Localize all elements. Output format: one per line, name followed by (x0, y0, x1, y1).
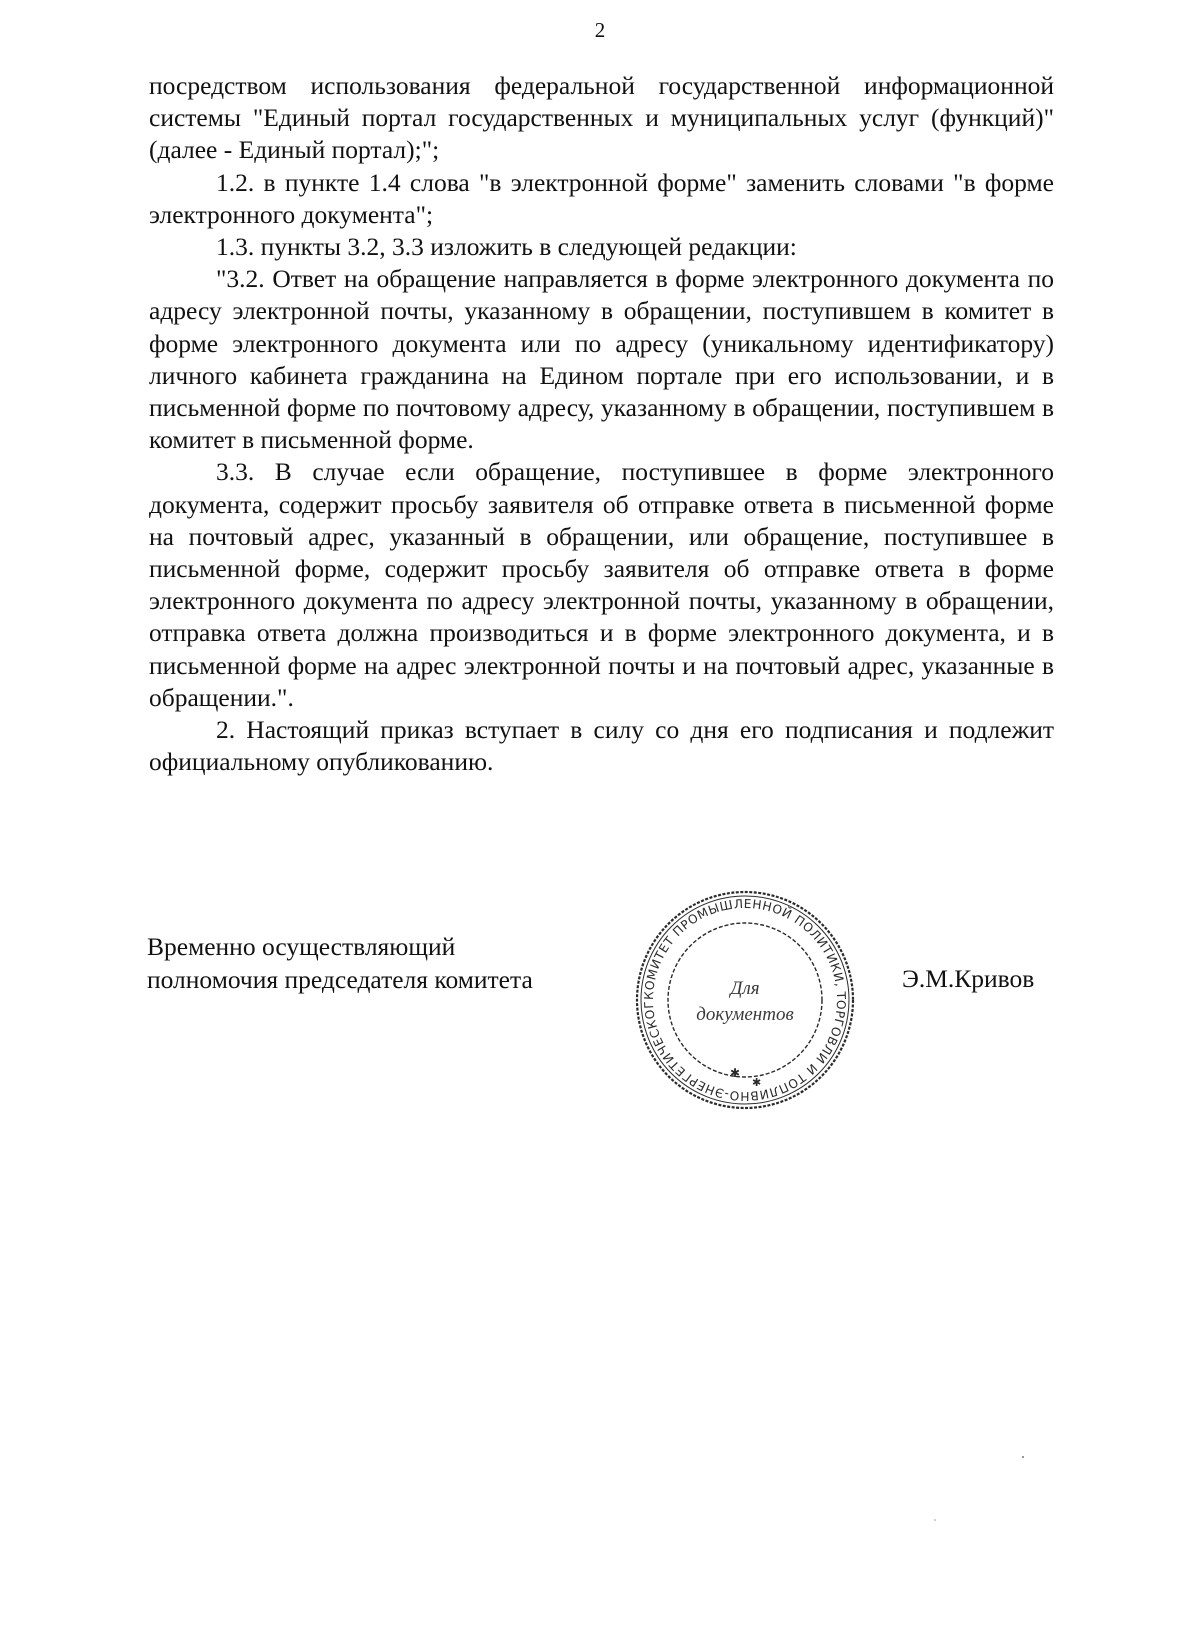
stamp-rings (637, 892, 853, 1108)
paragraph-1-2: 1.2. в пункте 1.4 слова "в электронной форме" заменить словами "в форме электронного документа"; (149, 167, 1054, 229)
paragraph-3-3: 3.3. В случае если обращение, поступившее в форме электронного документа, содержит просьбу заявителя об отправке ответа в письменной форме на почтовый адрес, указанный в обращении, или обращение, поступившее в письменной форме, содержит просьбу заявителя об отправке ответа в форме электронного документа по адресу электронной почты, указанному в обращении, отправка ответа должна производиться и в форме электронного документа, и в письменной форме на адрес электронной почты и на почтовый адрес, указанные в обращении.". (149, 457, 1054, 712)
signer-name: Э.М.Кривов (902, 964, 1035, 993)
paragraph-3-2: "3.2. Ответ на обращение направляется в форме электронного документа по адресу электронной почты, указанному в обращении, поступившем в комитет в форме электронного документа или по адресу (уникальному идентификатору) личного кабинета гражданина на Едином портале при его использовании, и в письменной форме по почтовому адресу, указанному в обращении, поступившем в комитет в письменной форме. (149, 264, 1054, 455)
stamp-outer-text-path: КОМИТЕТ ПРОМЫШЛЕННОЙ ПОЛИТИКИ, ТОРГОВЛИ И ТОПЛИВНО-ЭНЕРГЕТИЧЕСКОГ (641, 896, 849, 1104)
svg-text:✱: ✱ (730, 1066, 741, 1080)
page-number: 2 (594, 18, 606, 42)
document-body (149, 70, 1054, 778)
stamp-center-line-2: документов (696, 1004, 794, 1025)
svg-text:✱: ✱ (752, 1076, 762, 1089)
signature-position-line-2: полномочия председателя комитета (147, 964, 533, 994)
paragraph-1-3: 1.3. пункты 3.2, 3.3 изложить в следующей редакции: (216, 232, 797, 262)
paragraph-continuation: посредством использования федеральной государственной информационной системы "Единый портал государственных и муниципальных услуг (функций)" (далее - Единый портал);"; (149, 71, 1054, 165)
signature-position (147, 931, 533, 996)
stamp-center-line-1: Для (730, 978, 760, 999)
official-stamp (625, 880, 865, 1120)
paragraph-2: 2. Настоящий приказ вступает в силу со дня его подписания и подлежит официальному опубликованию. (149, 715, 1054, 777)
stamp-seal-icon (625, 880, 865, 1120)
signature-position-line-1: Временно осуществляющий (147, 932, 456, 961)
